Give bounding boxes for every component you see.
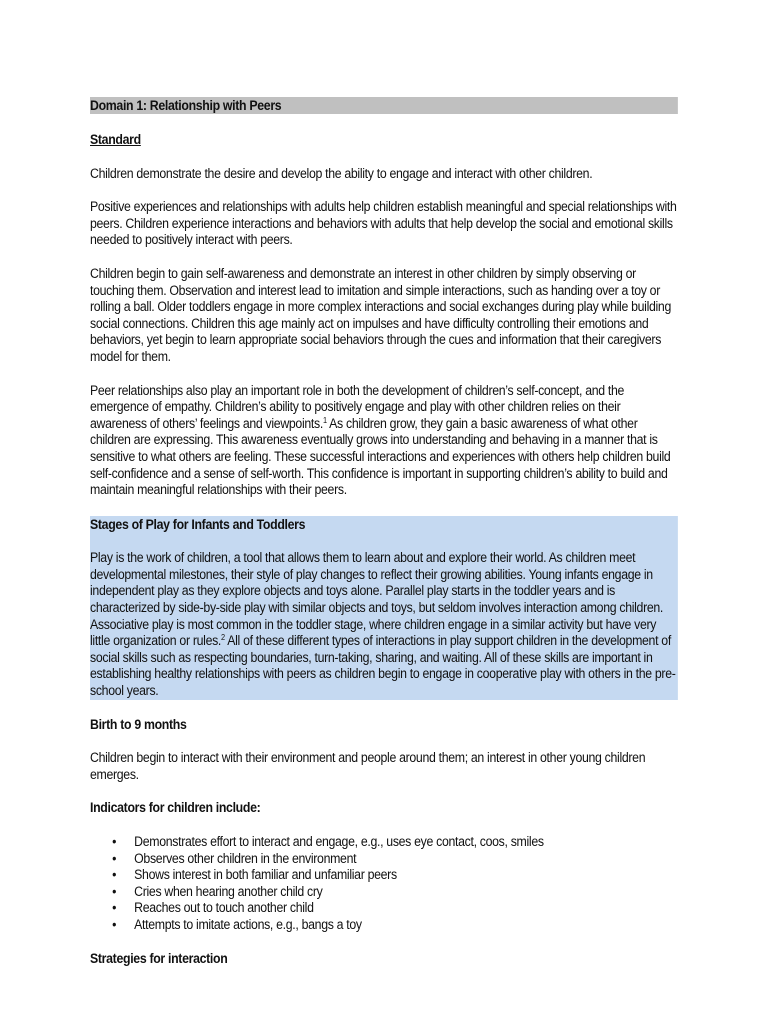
stages-text-part2: All of these different types of interactions in play support children in the development of social skills such as respecting boundaries, turn-taking, sharing, and waiting. All of these skills are important in establishing healthy relationships with peers as children begin to engage in cooperative play with others in the pre-school years.	[90, 633, 676, 699]
standard-heading: Standard	[90, 132, 141, 147]
indicators-heading: Indicators for children include:	[90, 800, 261, 816]
paragraph-peer-relationships	[90, 383, 678, 499]
document-body	[90, 97, 678, 967]
paragraph-self-awareness: Children begin to gain self-awareness and demonstrate an interest in other children by simply observing or touching them. Observation and interest lead to imitation and simple interactions, such as handing over a toy or rolling a ball. Older toddlers engage in more complex interactions and social exchanges during play while building social connections. Children this age mainly act on impulses and have difficulty controlling their emotions and behaviors, yet begin to learn appropriate social behaviors through the cues and information that their caregivers model for them.	[90, 265, 671, 364]
domain-title: Domain 1: Relationship with Peers	[90, 97, 678, 114]
stages-of-play-section	[90, 516, 678, 700]
list-item: • Reaches out to touch another child	[134, 900, 678, 917]
list-item: • Shows interest in both familiar and unfamiliar peers	[134, 867, 678, 884]
standard-text: Children demonstrate the desire and develop the ability to engage and interact with other children.	[90, 165, 593, 181]
footnote-ref-2[interactable]: 2	[221, 633, 225, 643]
stages-heading: Stages of Play for Infants and Toddlers	[90, 516, 306, 532]
stages-text	[90, 550, 678, 699]
age-text: Children begin to interact with their environment and people around them; an interest in other young children emerges.	[90, 750, 646, 782]
paragraph-adult-relationships: Positive experiences and relationships with adults help children establish meaningful and special relationships with peers. Children experience interactions and behaviors with adults that help develop the social and emotional skills needed to positively interact with peers.	[90, 199, 677, 248]
list-item: • Attempts to imitate actions, e.g., bangs a toy	[134, 917, 678, 934]
paragraph-peer-relationships-part2: As children grow, they gain a basic awareness of what other children are expressing. This awareness eventually grows into understanding and behaving in a manner that is sensitive to what others are feeling. These successful interactions and experiences with others help children build self-confidence and a sense of self-worth. This confidence is important in supporting children’s ability to build and maintain meaningful relationships with their peers.	[90, 415, 671, 498]
stages-text-part1: Play is the work of children, a tool that allows them to learn about and explore their world. As children meet developmental milestones, their style of play changes to reflect their growing abilities. Young infants engage in independent play as they explore objects and toys alone. Parallel play starts in the toddler years and is characterized by side-by-side play with similar objects and toys, but seldom involves interaction among children. Associative play is most common in the toddler stage, where children engage in a similar activity but have very little organization or rules.	[90, 550, 664, 649]
indicators-list	[90, 834, 678, 934]
footnote-ref-1[interactable]: 1	[322, 415, 327, 425]
list-item: • Cries when hearing another child cry	[134, 884, 678, 901]
paragraph-peer-relationships-part1: Peer relationships also play an important role in both the development of children’s self-concept, and the emergence of empathy. Children’s ability to positively engage and play with other children relies on their awareness of others’ feelings and viewpoints.	[90, 382, 625, 431]
list-item: • Demonstrates effort to interact and engage, e.g., uses eye contact, coos, smiles	[134, 834, 678, 851]
strategies-heading: Strategies for interaction	[90, 950, 228, 966]
age-heading: Birth to 9 months	[90, 716, 187, 732]
list-item: • Observes other children in the environment	[134, 851, 678, 868]
